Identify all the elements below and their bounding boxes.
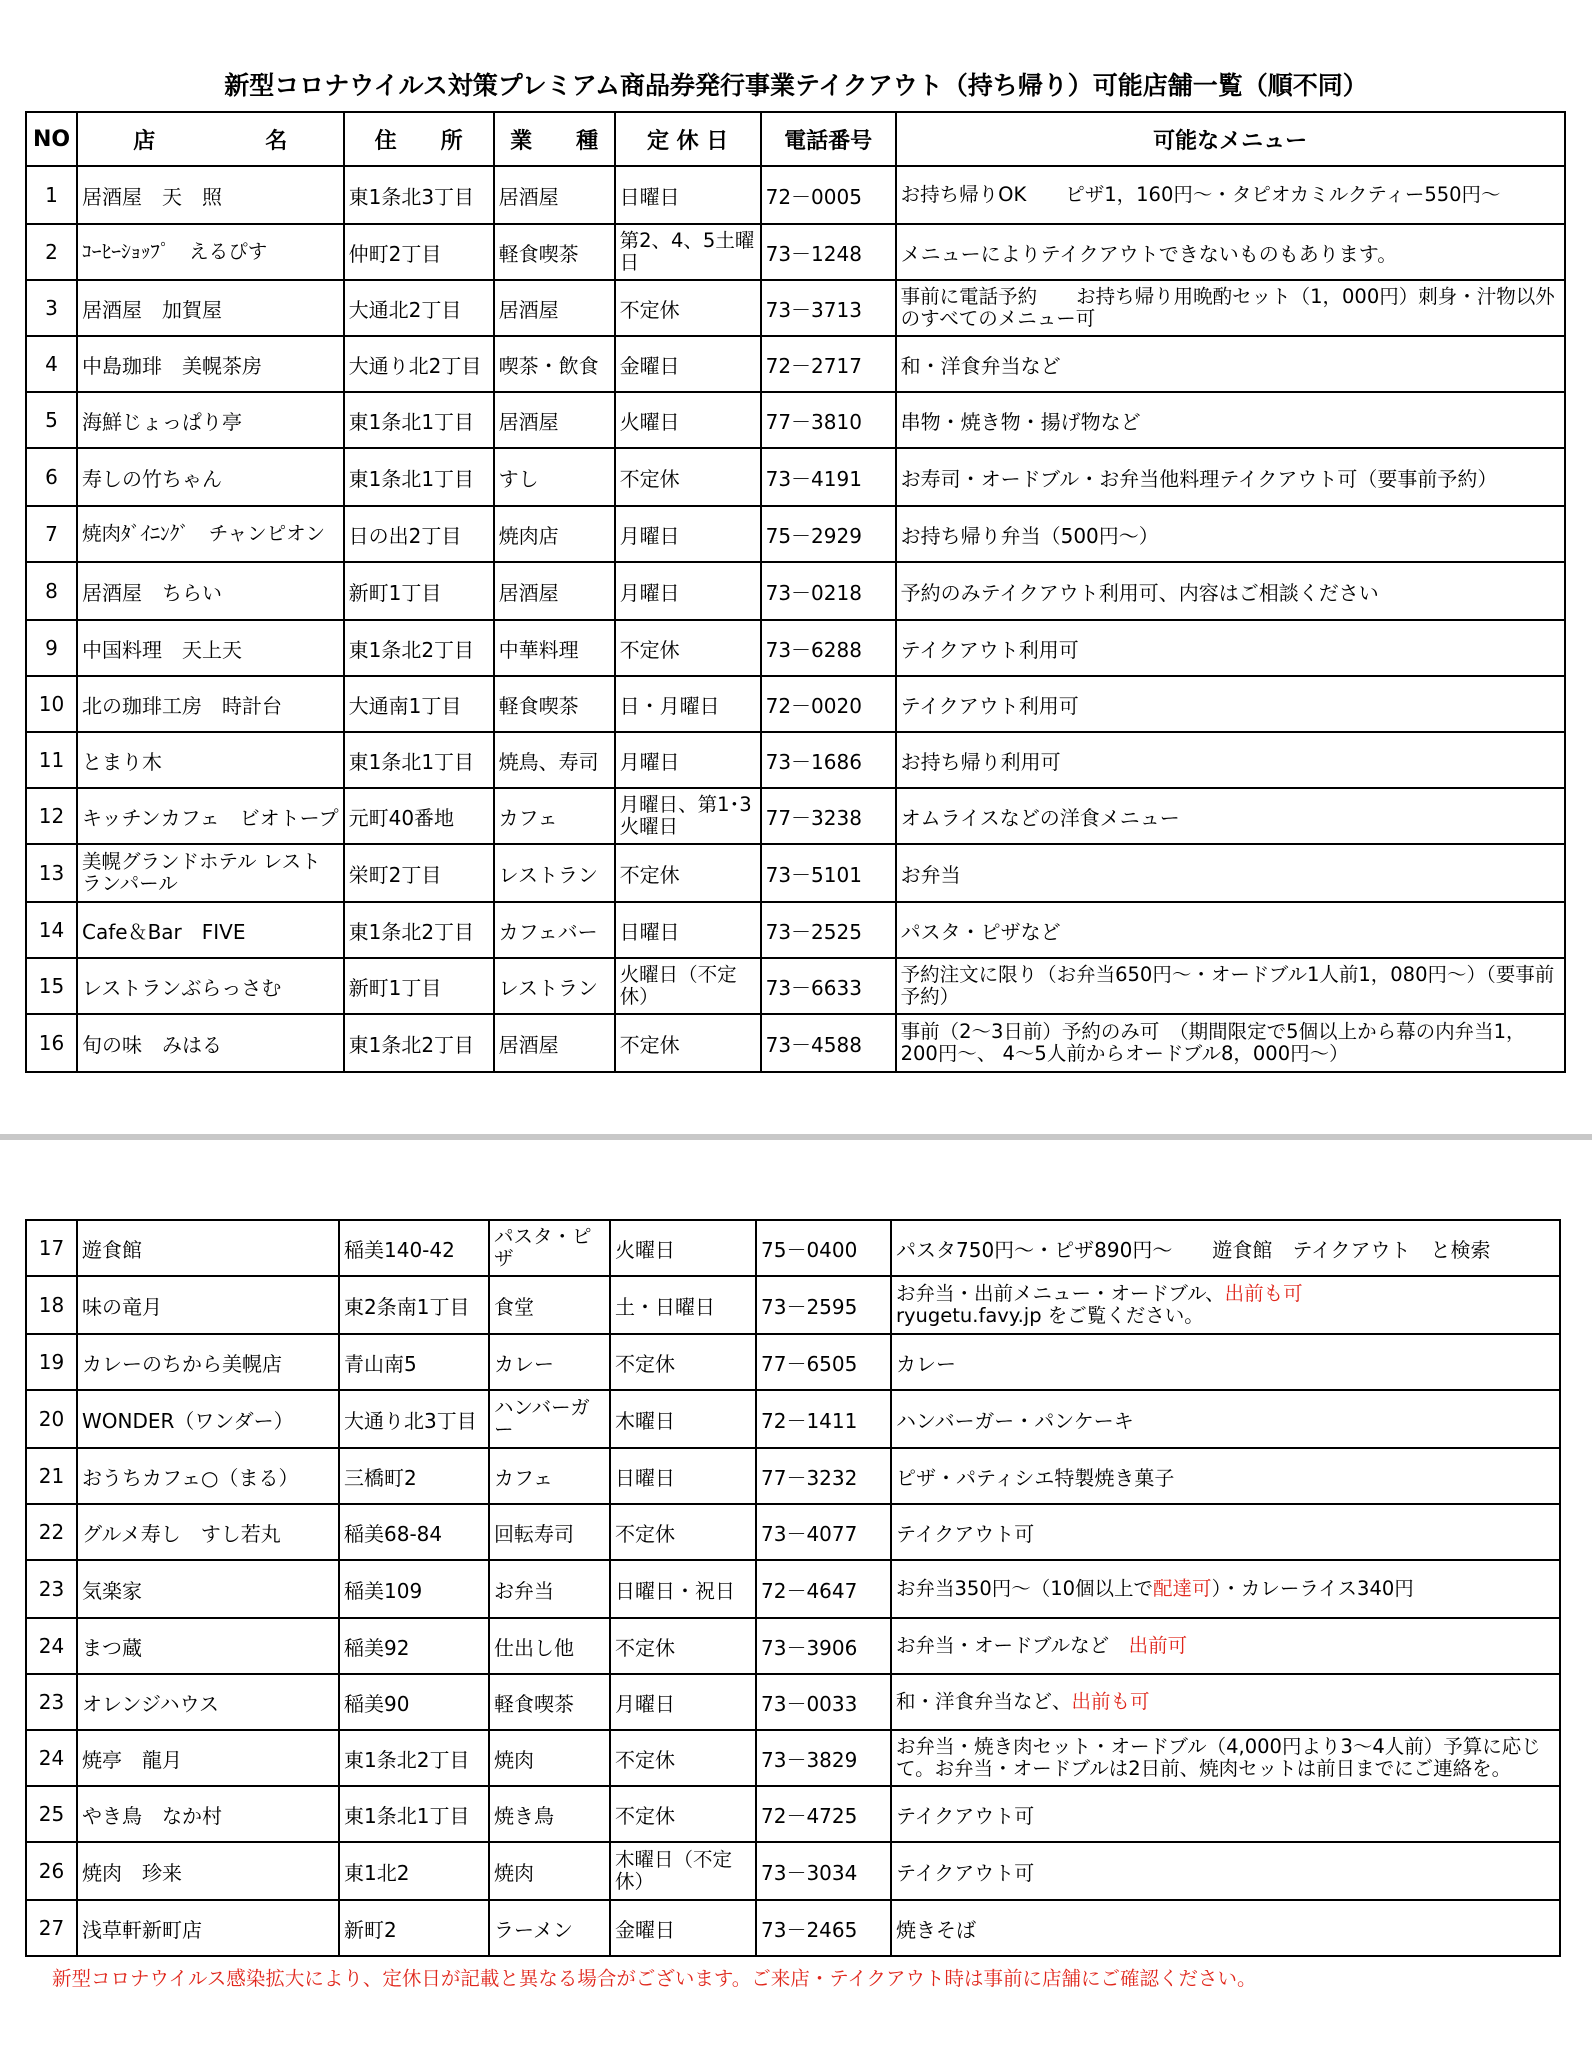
cell-type: 居酒屋 bbox=[494, 1014, 615, 1072]
cell-address: 東1条北2丁目 bbox=[344, 902, 494, 958]
cell-holiday: 木曜日（不定休） bbox=[610, 1842, 756, 1900]
cell-type: 軽食喫茶 bbox=[489, 1674, 610, 1730]
table-row bbox=[26, 392, 1565, 448]
cell-address: 大通り北2丁目 bbox=[344, 336, 494, 392]
cell-no: 10 bbox=[26, 676, 77, 732]
table-row bbox=[26, 844, 1565, 902]
cell-type: カフェ bbox=[489, 1448, 610, 1504]
cell-menu: ピザ・パティシエ特製焼き菓子 bbox=[891, 1448, 1560, 1504]
table-row bbox=[26, 448, 1565, 506]
cell-no: 8 bbox=[26, 562, 77, 620]
cell-type: カフェバー bbox=[494, 902, 615, 958]
table-row bbox=[26, 1014, 1565, 1072]
cell-phone: 73－2525 bbox=[761, 902, 896, 958]
cell-type: 居酒屋 bbox=[494, 166, 615, 224]
table-row bbox=[26, 1390, 1560, 1448]
cell-name: 中島珈琲 美幌茶房 bbox=[77, 336, 344, 392]
table-header-row bbox=[26, 112, 1565, 166]
cell-menu: お寿司・オードブル・お弁当他料理テイクアウト可（要事前予約） bbox=[896, 448, 1565, 506]
cell-address: 稲美68-84 bbox=[339, 1504, 489, 1560]
cell-address: 新町1丁目 bbox=[344, 958, 494, 1014]
table-row bbox=[26, 1900, 1560, 1956]
cell-name: 居酒屋 ちらい bbox=[77, 562, 344, 620]
cell-holiday: 日曜日 bbox=[615, 166, 761, 224]
cell-holiday: 金曜日 bbox=[615, 336, 761, 392]
cell-phone: 73－1248 bbox=[761, 224, 896, 280]
header-phone: 電話番号 bbox=[761, 112, 896, 166]
cell-no: 11 bbox=[26, 732, 77, 788]
table-row bbox=[26, 902, 1565, 958]
cell-no: 22 bbox=[26, 1504, 77, 1560]
cell-name: Cafe＆Bar FIVE bbox=[77, 902, 344, 958]
cell-holiday: 月曜日 bbox=[610, 1674, 756, 1730]
cell-holiday: 月曜日 bbox=[615, 562, 761, 620]
menu-highlight: 出前も可 bbox=[1071, 1690, 1150, 1713]
cell-no: 4 bbox=[26, 336, 77, 392]
cell-type: 軽食喫茶 bbox=[494, 224, 615, 280]
footer-note: 新型コロナウイルス感染拡大により、定休日が記載と異なる場合がございます。ご来店・テイクアウト時は事前に店舗にご確認ください。 bbox=[52, 1967, 1257, 1990]
cell-holiday: 日曜日 bbox=[615, 902, 761, 958]
cell-menu: お持ち帰り弁当（500円～） bbox=[896, 506, 1565, 562]
cell-address: 東1条北1丁目 bbox=[344, 392, 494, 448]
cell-phone: 73－4077 bbox=[756, 1504, 891, 1560]
table-row bbox=[26, 788, 1565, 844]
cell-type: お弁当 bbox=[489, 1560, 610, 1618]
header-menu: 可能なメニュー bbox=[896, 112, 1565, 166]
cell-phone: 73－5101 bbox=[761, 844, 896, 902]
cell-no: 7 bbox=[26, 506, 77, 562]
cell-address: 栄町2丁目 bbox=[344, 844, 494, 902]
page-separator bbox=[0, 1134, 1592, 1140]
cell-menu: ハンバーガー・パンケーキ bbox=[891, 1390, 1560, 1448]
cell-type: 焼肉店 bbox=[494, 506, 615, 562]
cell-type: 居酒屋 bbox=[494, 562, 615, 620]
cell-holiday: 不定休 bbox=[615, 280, 761, 336]
cell-no: 20 bbox=[26, 1390, 77, 1448]
cell-name: 焼肉ﾀﾞｲﾆﾝｸﾞ チャンピオン bbox=[77, 506, 344, 562]
cell-menu bbox=[891, 1674, 1560, 1730]
cell-phone: 73－3906 bbox=[756, 1618, 891, 1674]
cell-name: ｺｰﾋｰｼｮｯﾌﾟ えるぴす bbox=[77, 224, 344, 280]
cell-phone: 77－3810 bbox=[761, 392, 896, 448]
cell-type: 焼き鳥 bbox=[489, 1786, 610, 1842]
cell-holiday: 不定休 bbox=[610, 1334, 756, 1390]
cell-holiday: 不定休 bbox=[610, 1618, 756, 1674]
cell-no: 1 bbox=[26, 166, 77, 224]
cell-holiday: 不定休 bbox=[610, 1504, 756, 1560]
table-row bbox=[26, 1448, 1560, 1504]
cell-name: 気楽家 bbox=[77, 1560, 339, 1618]
cell-menu: お弁当・焼き肉セット・オードブル（4,000円より3～4人前）予算に応じて。お弁当・オードブルは2日前、焼肉セットは前日までにご連絡を。 bbox=[891, 1730, 1560, 1786]
cell-menu: 事前（2～3日前）予約のみ可 （期間限定で5個以上から幕の内弁当1，200円～、 4～5人前からオードブル8，000円～） bbox=[896, 1014, 1565, 1072]
cell-type: ラーメン bbox=[489, 1900, 610, 1956]
cell-name: おうちカフェ○（まる） bbox=[77, 1448, 339, 1504]
table-row bbox=[26, 506, 1565, 562]
cell-name: 中国料理 天上天 bbox=[77, 620, 344, 676]
cell-address: 東1条北2丁目 bbox=[344, 620, 494, 676]
cell-no: 3 bbox=[26, 280, 77, 336]
cell-phone: 72－0020 bbox=[761, 676, 896, 732]
cell-type: 仕出し他 bbox=[489, 1618, 610, 1674]
cell-address: 東1条北1丁目 bbox=[344, 732, 494, 788]
cell-no: 13 bbox=[26, 844, 77, 902]
cell-name: 味の竜月 bbox=[77, 1276, 339, 1334]
table-row bbox=[26, 1786, 1560, 1842]
cell-name: 焼肉 珍来 bbox=[77, 1842, 339, 1900]
menu-text-after: ryugetu.favy.jp をご覧ください。 bbox=[896, 1304, 1204, 1327]
table-row bbox=[26, 958, 1565, 1014]
cell-name: 美幌グランドホテル レストランパール bbox=[77, 844, 344, 902]
cell-type: 中華料理 bbox=[494, 620, 615, 676]
cell-no: 5 bbox=[26, 392, 77, 448]
cell-holiday: 月曜日、第1･3火曜日 bbox=[615, 788, 761, 844]
menu-text-after: ）・カレーライス340円 bbox=[1211, 1577, 1414, 1600]
cell-phone: 73－2465 bbox=[756, 1900, 891, 1956]
cell-address: 稲美140-42 bbox=[339, 1220, 489, 1276]
cell-name: 寿しの竹ちゃん bbox=[77, 448, 344, 506]
cell-phone: 73－4588 bbox=[761, 1014, 896, 1072]
cell-type: 焼鳥、寿司 bbox=[494, 732, 615, 788]
cell-name: 海鮮じょっぱり亭 bbox=[77, 392, 344, 448]
cell-address: 東2条南1丁目 bbox=[339, 1276, 489, 1334]
cell-name: 焼亭 龍月 bbox=[77, 1730, 339, 1786]
cell-menu: オムライスなどの洋食メニュー bbox=[896, 788, 1565, 844]
table-row bbox=[26, 1276, 1560, 1334]
cell-address: 東1条北1丁目 bbox=[339, 1786, 489, 1842]
cell-menu: 予約注文に限り（お弁当650円～・オードブル1人前1，080円～）（要事前予約） bbox=[896, 958, 1565, 1014]
cell-type: 焼肉 bbox=[489, 1842, 610, 1900]
cell-type: 回転寿司 bbox=[489, 1504, 610, 1560]
cell-holiday: 不定休 bbox=[615, 1014, 761, 1072]
table-row bbox=[26, 1220, 1560, 1276]
cell-no: 25 bbox=[26, 1786, 77, 1842]
cell-type: レストラン bbox=[494, 844, 615, 902]
cell-holiday: 木曜日 bbox=[610, 1390, 756, 1448]
cell-menu: テイクアウト可 bbox=[891, 1786, 1560, 1842]
cell-no: 17 bbox=[26, 1220, 77, 1276]
cell-name: やき鳥 なか村 bbox=[77, 1786, 339, 1842]
cell-type: すし bbox=[494, 448, 615, 506]
cell-address: 東1条北1丁目 bbox=[344, 448, 494, 506]
page-title: 新型コロナウイルス対策プレミアム商品券発行事業テイクアウト（持ち帰り）可能店舗一覧（順不同） bbox=[224, 71, 1368, 100]
cell-type: 焼肉 bbox=[489, 1730, 610, 1786]
cell-no: 23 bbox=[26, 1674, 77, 1730]
cell-type: カフェ bbox=[494, 788, 615, 844]
cell-no: 23 bbox=[26, 1560, 77, 1618]
cell-phone: 77－3238 bbox=[761, 788, 896, 844]
cell-menu: 和・洋食弁当など bbox=[896, 336, 1565, 392]
cell-phone: 73－3829 bbox=[756, 1730, 891, 1786]
cell-address: 稲美90 bbox=[339, 1674, 489, 1730]
cell-type: 居酒屋 bbox=[494, 280, 615, 336]
menu-text: お弁当・出前メニュー・オードブル、 bbox=[896, 1282, 1225, 1305]
cell-no: 2 bbox=[26, 224, 77, 280]
table-row bbox=[26, 1504, 1560, 1560]
cell-name: WONDER（ワンダー） bbox=[77, 1390, 339, 1448]
table-row bbox=[26, 732, 1565, 788]
cell-type: パスタ・ピザ bbox=[489, 1220, 610, 1276]
cell-no: 14 bbox=[26, 902, 77, 958]
cell-address: 青山南5 bbox=[339, 1334, 489, 1390]
cell-menu: メニューによりテイクアウトできないものもあります。 bbox=[896, 224, 1565, 280]
cell-type: ハンバーガー bbox=[489, 1390, 610, 1448]
cell-no: 18 bbox=[26, 1276, 77, 1334]
cell-phone: 73－0218 bbox=[761, 562, 896, 620]
menu-highlight: 出前可 bbox=[1128, 1634, 1188, 1657]
cell-menu bbox=[891, 1618, 1560, 1674]
cell-name: 旬の味 みはる bbox=[77, 1014, 344, 1072]
cell-address: 大通北2丁目 bbox=[344, 280, 494, 336]
cell-holiday: 不定休 bbox=[610, 1730, 756, 1786]
table-row bbox=[26, 562, 1565, 620]
cell-address: 新町1丁目 bbox=[344, 562, 494, 620]
header-type: 業 種 bbox=[494, 112, 615, 166]
cell-name: とまり木 bbox=[77, 732, 344, 788]
table-row bbox=[26, 336, 1565, 392]
table-row bbox=[26, 1674, 1560, 1730]
table-row bbox=[26, 1618, 1560, 1674]
cell-address: 新町2 bbox=[339, 1900, 489, 1956]
cell-phone: 73－1686 bbox=[761, 732, 896, 788]
cell-no: 27 bbox=[26, 1900, 77, 1956]
cell-menu: パスタ750円～・ピザ890円～ 遊食館 テイクアウト と検索 bbox=[891, 1220, 1560, 1276]
table-row bbox=[26, 1334, 1560, 1390]
cell-holiday: 日曜日・祝日 bbox=[610, 1560, 756, 1618]
cell-holiday: 土・日曜日 bbox=[610, 1276, 756, 1334]
cell-phone: 73－2595 bbox=[756, 1276, 891, 1334]
cell-address: 稲美109 bbox=[339, 1560, 489, 1618]
cell-address: 大通り北3丁目 bbox=[339, 1390, 489, 1448]
cell-address: 東1条北3丁目 bbox=[344, 166, 494, 224]
cell-name: グルメ寿し すし若丸 bbox=[77, 1504, 339, 1560]
table-row bbox=[26, 676, 1565, 732]
table-row bbox=[26, 1842, 1560, 1900]
table-row bbox=[26, 1730, 1560, 1786]
cell-type: 食堂 bbox=[489, 1276, 610, 1334]
cell-type: 喫茶・飲食 bbox=[494, 336, 615, 392]
cell-holiday: 金曜日 bbox=[610, 1900, 756, 1956]
cell-address: 東1条北2丁目 bbox=[339, 1730, 489, 1786]
cell-name: まつ蔵 bbox=[77, 1618, 339, 1674]
header-name: 店 名 bbox=[77, 112, 344, 166]
cell-phone: 72－4725 bbox=[756, 1786, 891, 1842]
cell-menu: 事前に電話予約 お持ち帰り用晩酌セット（1，000円）刺身・汁物以外のすべてのメニュー可 bbox=[896, 280, 1565, 336]
cell-menu: 予約のみテイクアウト利用可、内容はご相談ください bbox=[896, 562, 1565, 620]
cell-name: 北の珈琲工房 時計台 bbox=[77, 676, 344, 732]
cell-name: 居酒屋 天 照 bbox=[77, 166, 344, 224]
cell-menu: 焼きそば bbox=[891, 1900, 1560, 1956]
cell-address: 日の出2丁目 bbox=[344, 506, 494, 562]
menu-highlight: 出前も可 bbox=[1224, 1282, 1303, 1305]
cell-phone: 75－0400 bbox=[756, 1220, 891, 1276]
cell-holiday: 日曜日 bbox=[610, 1448, 756, 1504]
cell-address: 稲美92 bbox=[339, 1618, 489, 1674]
cell-address: 大通南1丁目 bbox=[344, 676, 494, 732]
cell-name: レストランぶらっさむ bbox=[77, 958, 344, 1014]
cell-holiday: 火曜日 bbox=[615, 392, 761, 448]
cell-menu: お持ち帰りOK ピザ1，160円～・タピオカミルクティー550円～ bbox=[896, 166, 1565, 224]
cell-address: 元町40番地 bbox=[344, 788, 494, 844]
cell-no: 24 bbox=[26, 1618, 77, 1674]
menu-text: 和・洋食弁当など、 bbox=[896, 1690, 1072, 1713]
table-row bbox=[26, 280, 1565, 336]
header-address: 住 所 bbox=[344, 112, 494, 166]
cell-phone: 73－3034 bbox=[756, 1842, 891, 1900]
cell-menu: テイクアウト利用可 bbox=[896, 620, 1565, 676]
cell-type: カレー bbox=[489, 1334, 610, 1390]
cell-holiday: 不定休 bbox=[615, 620, 761, 676]
cell-no: 21 bbox=[26, 1448, 77, 1504]
cell-phone: 72－4647 bbox=[756, 1560, 891, 1618]
cell-no: 9 bbox=[26, 620, 77, 676]
cell-name: オレンジハウス bbox=[77, 1674, 339, 1730]
table-row bbox=[26, 620, 1565, 676]
cell-menu: お持ち帰り利用可 bbox=[896, 732, 1565, 788]
cell-no: 16 bbox=[26, 1014, 77, 1072]
cell-menu: テイクアウト利用可 bbox=[896, 676, 1565, 732]
cell-phone: 73－3713 bbox=[761, 280, 896, 336]
cell-menu: テイクアウト可 bbox=[891, 1842, 1560, 1900]
cell-menu bbox=[891, 1276, 1560, 1334]
cell-holiday: 火曜日（不定休） bbox=[615, 958, 761, 1014]
cell-no: 6 bbox=[26, 448, 77, 506]
cell-address: 三橋町2 bbox=[339, 1448, 489, 1504]
cell-address: 仲町2丁目 bbox=[344, 224, 494, 280]
cell-phone: 73－6633 bbox=[761, 958, 896, 1014]
cell-menu: テイクアウト可 bbox=[891, 1504, 1560, 1560]
cell-type: 軽食喫茶 bbox=[494, 676, 615, 732]
cell-holiday: 月曜日 bbox=[615, 732, 761, 788]
cell-holiday: 不定休 bbox=[615, 448, 761, 506]
menu-text: お弁当・オードブルなど bbox=[896, 1634, 1129, 1657]
cell-address: 東1条北2丁目 bbox=[344, 1014, 494, 1072]
cell-phone: 72－1411 bbox=[756, 1390, 891, 1448]
cell-menu: 串物・焼き物・揚げ物など bbox=[896, 392, 1565, 448]
cell-name: 遊食館 bbox=[77, 1220, 339, 1276]
cell-phone: 73－4191 bbox=[761, 448, 896, 506]
cell-no: 26 bbox=[26, 1842, 77, 1900]
header-no: NO bbox=[26, 112, 77, 166]
cell-menu: カレー bbox=[891, 1334, 1560, 1390]
cell-no: 24 bbox=[26, 1730, 77, 1786]
cell-holiday: 第2、4、5土曜日 bbox=[615, 224, 761, 280]
table-row bbox=[26, 1560, 1560, 1618]
header-holiday: 定 休 日 bbox=[615, 112, 761, 166]
table-row bbox=[26, 166, 1565, 224]
menu-highlight: 配達可 bbox=[1153, 1577, 1212, 1600]
cell-holiday: 日・月曜日 bbox=[615, 676, 761, 732]
cell-no: 12 bbox=[26, 788, 77, 844]
cell-address: 東1北2 bbox=[339, 1842, 489, 1900]
cell-no: 19 bbox=[26, 1334, 77, 1390]
cell-no: 15 bbox=[26, 958, 77, 1014]
cell-name: キッチンカフェ ビオトープ bbox=[77, 788, 344, 844]
cell-holiday: 不定休 bbox=[610, 1786, 756, 1842]
cell-menu bbox=[891, 1560, 1560, 1618]
cell-phone: 75－2929 bbox=[761, 506, 896, 562]
cell-type: 居酒屋 bbox=[494, 392, 615, 448]
cell-phone: 72－2717 bbox=[761, 336, 896, 392]
cell-holiday: 火曜日 bbox=[610, 1220, 756, 1276]
menu-text: お弁当350円～（10個以上で bbox=[896, 1577, 1154, 1600]
cell-phone: 73－6288 bbox=[761, 620, 896, 676]
cell-name: カレーのちから美幌店 bbox=[77, 1334, 339, 1390]
cell-name: 居酒屋 加賀屋 bbox=[77, 280, 344, 336]
cell-holiday: 月曜日 bbox=[615, 506, 761, 562]
store-table-page1 bbox=[25, 111, 1566, 1073]
cell-phone: 77－6505 bbox=[756, 1334, 891, 1390]
cell-menu: パスタ・ピザなど bbox=[896, 902, 1565, 958]
store-table-page2 bbox=[25, 1219, 1561, 1957]
cell-holiday: 不定休 bbox=[615, 844, 761, 902]
cell-phone: 72－0005 bbox=[761, 166, 896, 224]
cell-name: 浅草軒新町店 bbox=[77, 1900, 339, 1956]
cell-type: レストラン bbox=[494, 958, 615, 1014]
cell-phone: 77－3232 bbox=[756, 1448, 891, 1504]
cell-phone: 73－0033 bbox=[756, 1674, 891, 1730]
cell-menu: お弁当 bbox=[896, 844, 1565, 902]
table-row bbox=[26, 224, 1565, 280]
